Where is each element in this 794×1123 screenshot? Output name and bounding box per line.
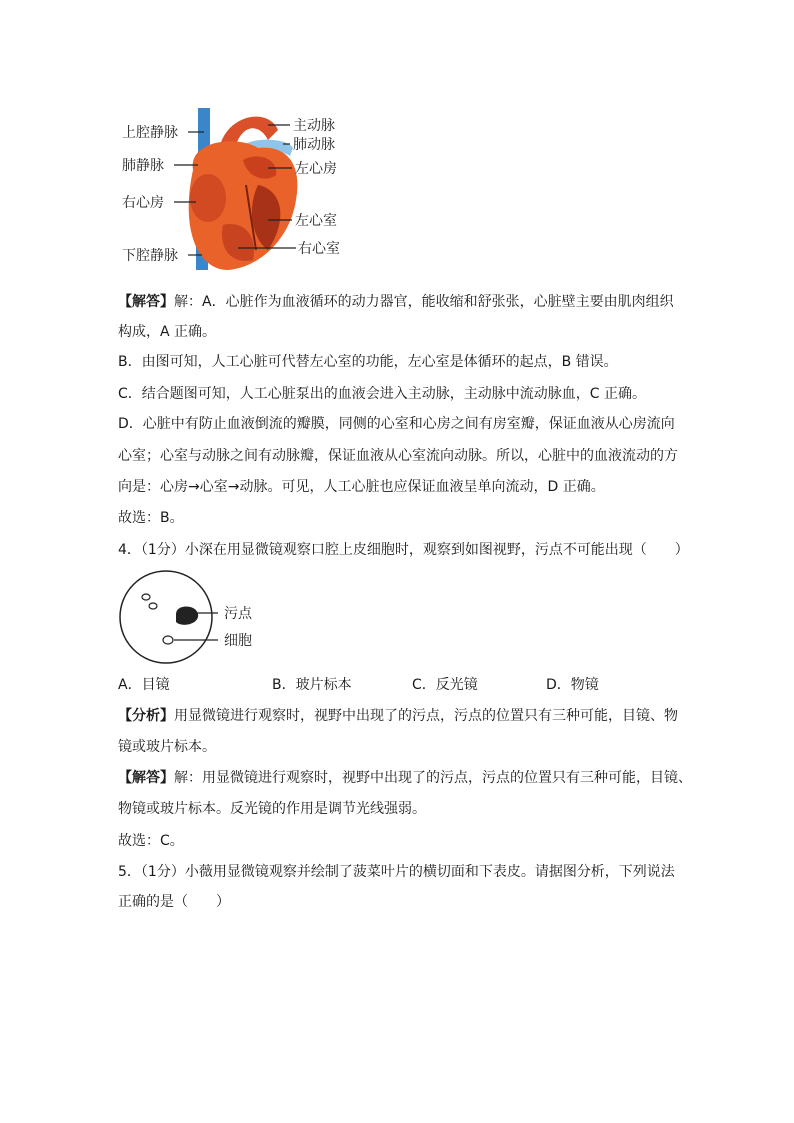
label-svc: 上腔静脉	[122, 125, 178, 141]
q5-question-line2: 正确的是（ ）	[118, 894, 230, 910]
q3-answer-line3: B．由图可知，人工心脏可代替左心室的功能，左心室是体循环的起点，B 错误。	[118, 354, 618, 370]
q3-choice: 故选：B。	[118, 510, 184, 526]
q3-answer-line2: 构成，A 正确。	[118, 324, 217, 340]
q4-question: 4．（1分）小深在用显微镜观察口腔上皮细胞时，观察到如图视野，污点不可能出现（ ）	[118, 542, 689, 558]
q4-option-d: D．物镜	[546, 677, 599, 693]
q4-choice: 故选：C。	[118, 833, 184, 849]
small-bubble-1	[142, 594, 150, 600]
analysis-tag: 【分析】	[118, 708, 174, 724]
answer-tag: 【解答】	[118, 294, 174, 310]
label-la: 左心房	[295, 161, 337, 177]
q4-answer-line2: 物镜或玻片标本。反光镜的作用是调节光线强弱。	[118, 801, 426, 817]
analysis-text: 用显微镜进行观察时，视野中出现了的污点，污点的位置只有三种可能，目镜、物	[174, 708, 678, 724]
spot-mark	[176, 607, 198, 625]
label-pa: 肺动脉	[293, 137, 335, 153]
label-ivc: 下腔静脉	[122, 248, 178, 264]
right-atrium	[190, 174, 226, 222]
q5-question-line1: 5．（1分）小薇用显微镜观察并绘制了菠菜叶片的横切面和下表皮。请据图分析，下列说法	[118, 864, 675, 880]
microscope-field-diagram	[118, 570, 288, 666]
q4-analysis-line2: 镜或玻片标本。	[118, 739, 216, 755]
label-lv: 左心室	[295, 213, 337, 229]
q3-answer-line1	[118, 292, 678, 312]
label-rv: 右心室	[298, 241, 340, 257]
q4-option-c: C．反光镜	[412, 677, 478, 693]
q3-answer-line5: D．心脏中有防止血液倒流的瓣膜，同侧的心室和心房之间有房室瓣，保证血液从心房流向	[118, 416, 675, 432]
label-cell: 细胞	[224, 633, 252, 649]
q4-answer-line1	[118, 768, 692, 788]
answer-text: 解：用显微镜进行观察时，视野中出现了的污点，污点的位置只有三种可能，目镜、	[174, 770, 692, 786]
field-of-view	[120, 571, 212, 663]
small-bubble-2	[149, 603, 157, 609]
label-pv: 肺静脉	[122, 158, 164, 174]
label-aorta: 主动脉	[293, 118, 335, 134]
answer-text: 解：A．心脏作为血液循环的动力器官，能收缩和舒张张，心脏壁主要由肌肉组织	[174, 294, 674, 310]
answer-tag: 【解答】	[118, 770, 174, 786]
q4-analysis-line1	[118, 706, 678, 726]
q3-answer-line6: 心室；心室与动脉之间有动脉瓣，保证血液从心室流向动脉。所以，心脏中的血液流动的方	[118, 448, 678, 464]
q4-option-b: B．玻片标本	[272, 677, 352, 693]
label-ra: 右心房	[122, 195, 164, 211]
q4-option-a: A．目镜	[118, 677, 170, 693]
label-spot: 污点	[224, 606, 252, 622]
q3-answer-line4: C．结合题图可知，人工心脏泵出的血液会进入主动脉，主动脉中流动脉血，C 正确。	[118, 386, 646, 402]
cell-mark	[163, 636, 173, 644]
q3-answer-line7: 向是：心房→心室→动脉。可见，人工心脏也应保证血液呈单向流动，D 正确。	[118, 479, 605, 495]
heart-diagram	[118, 100, 358, 275]
